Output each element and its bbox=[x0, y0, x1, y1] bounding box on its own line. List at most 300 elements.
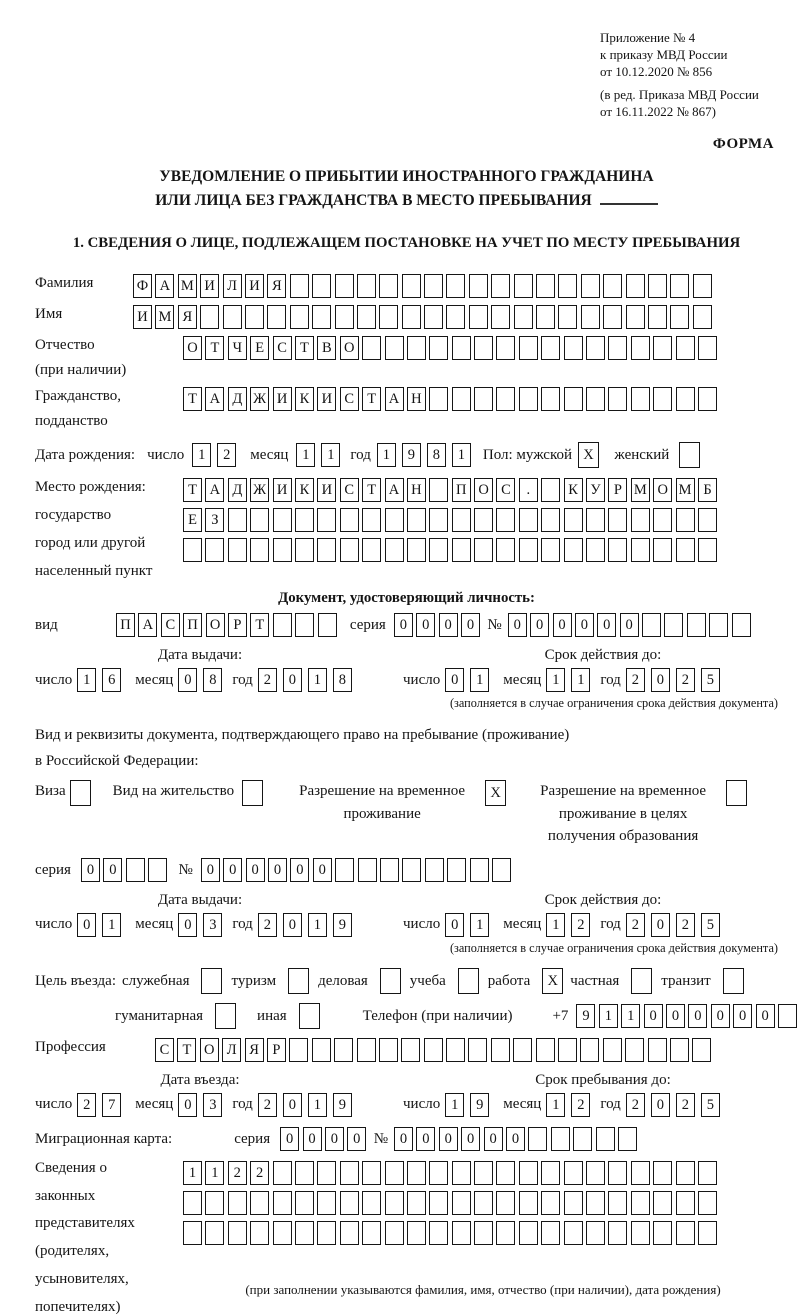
char-cell[interactable]: Я bbox=[178, 305, 197, 329]
char-cell[interactable]: 0 bbox=[325, 1127, 344, 1151]
char-cell[interactable] bbox=[558, 274, 577, 298]
char-cell[interactable]: 0 bbox=[445, 668, 464, 692]
char-cell[interactable] bbox=[564, 1191, 583, 1215]
char-cell[interactable]: Ж bbox=[250, 387, 269, 411]
char-cell[interactable] bbox=[407, 1191, 426, 1215]
char-cell[interactable] bbox=[586, 387, 605, 411]
char-cell[interactable]: 0 bbox=[394, 1127, 413, 1151]
char-cell[interactable] bbox=[183, 1191, 202, 1215]
char-cell[interactable]: К bbox=[295, 478, 314, 502]
char-cell[interactable] bbox=[312, 274, 331, 298]
char-cell[interactable]: Т bbox=[177, 1038, 196, 1062]
char-cell[interactable]: О bbox=[340, 336, 359, 360]
char-cell[interactable]: Н bbox=[407, 387, 426, 411]
char-cell[interactable] bbox=[335, 305, 354, 329]
char-cell[interactable]: 0 bbox=[620, 613, 639, 637]
char-cell[interactable] bbox=[357, 274, 376, 298]
visa-checkbox[interactable] bbox=[70, 780, 91, 806]
char-cell[interactable]: 9 bbox=[333, 1093, 352, 1117]
char-cell[interactable] bbox=[519, 1191, 538, 1215]
char-cell[interactable]: М bbox=[178, 274, 197, 298]
char-cell[interactable]: 3 bbox=[203, 1093, 222, 1117]
char-cell[interactable]: 0 bbox=[651, 913, 670, 937]
char-cell[interactable] bbox=[474, 387, 493, 411]
char-cell[interactable]: 2 bbox=[228, 1161, 247, 1185]
char-cell[interactable] bbox=[469, 274, 488, 298]
char-cell[interactable] bbox=[653, 336, 672, 360]
char-cell[interactable]: В bbox=[317, 336, 336, 360]
char-cell[interactable] bbox=[205, 538, 224, 562]
char-cell[interactable]: 0 bbox=[178, 668, 197, 692]
char-cell[interactable]: 1 bbox=[192, 443, 211, 467]
char-cell[interactable] bbox=[273, 1191, 292, 1215]
char-cell[interactable] bbox=[536, 274, 555, 298]
char-cell[interactable] bbox=[536, 1038, 555, 1062]
char-cell[interactable] bbox=[429, 1221, 448, 1245]
char-cell[interactable] bbox=[514, 274, 533, 298]
char-cell[interactable] bbox=[676, 1221, 695, 1245]
char-cell[interactable]: 0 bbox=[597, 613, 616, 637]
char-cell[interactable]: 2 bbox=[258, 1093, 277, 1117]
char-cell[interactable] bbox=[698, 1221, 717, 1245]
transit-checkbox[interactable] bbox=[723, 968, 744, 994]
char-cell[interactable] bbox=[564, 1161, 583, 1185]
char-cell[interactable]: 1 bbox=[321, 443, 340, 467]
char-cell[interactable] bbox=[318, 613, 337, 637]
char-cell[interactable] bbox=[474, 1221, 493, 1245]
char-cell[interactable]: А bbox=[385, 387, 404, 411]
char-cell[interactable]: Л bbox=[222, 1038, 241, 1062]
char-cell[interactable]: П bbox=[116, 613, 135, 637]
char-cell[interactable]: Ч bbox=[228, 336, 247, 360]
char-cell[interactable] bbox=[653, 1161, 672, 1185]
char-cell[interactable] bbox=[541, 508, 560, 532]
char-cell[interactable] bbox=[608, 1161, 627, 1185]
char-cell[interactable] bbox=[424, 274, 443, 298]
char-cell[interactable] bbox=[676, 508, 695, 532]
char-cell[interactable]: Т bbox=[362, 478, 381, 502]
char-cell[interactable]: 0 bbox=[283, 913, 302, 937]
char-cell[interactable]: 0 bbox=[506, 1127, 525, 1151]
char-cell[interactable]: 0 bbox=[283, 1093, 302, 1117]
char-cell[interactable] bbox=[586, 1161, 605, 1185]
char-cell[interactable]: К bbox=[295, 387, 314, 411]
char-cell[interactable] bbox=[474, 1161, 493, 1185]
char-cell[interactable] bbox=[295, 538, 314, 562]
char-cell[interactable] bbox=[564, 336, 583, 360]
char-cell[interactable] bbox=[564, 1221, 583, 1245]
humanitarian-checkbox[interactable] bbox=[215, 1003, 236, 1029]
char-cell[interactable]: 2 bbox=[258, 668, 277, 692]
char-cell[interactable] bbox=[653, 538, 672, 562]
char-cell[interactable]: И bbox=[200, 274, 219, 298]
char-cell[interactable] bbox=[469, 305, 488, 329]
char-cell[interactable]: 0 bbox=[666, 1004, 685, 1028]
char-cell[interactable] bbox=[250, 1221, 269, 1245]
char-cell[interactable]: 0 bbox=[530, 613, 549, 637]
char-cell[interactable] bbox=[564, 387, 583, 411]
char-cell[interactable]: У bbox=[586, 478, 605, 502]
char-cell[interactable] bbox=[631, 1191, 650, 1215]
char-cell[interactable] bbox=[551, 1127, 570, 1151]
char-cell[interactable]: О bbox=[206, 613, 225, 637]
char-cell[interactable]: С bbox=[273, 336, 292, 360]
char-cell[interactable] bbox=[698, 336, 717, 360]
char-cell[interactable]: Т bbox=[183, 387, 202, 411]
char-cell[interactable] bbox=[603, 1038, 622, 1062]
char-cell[interactable] bbox=[687, 613, 706, 637]
char-cell[interactable] bbox=[519, 538, 538, 562]
char-cell[interactable]: 2 bbox=[676, 668, 695, 692]
char-cell[interactable] bbox=[429, 478, 448, 502]
char-cell[interactable] bbox=[126, 858, 145, 882]
char-cell[interactable]: 5 bbox=[701, 1093, 720, 1117]
char-cell[interactable] bbox=[267, 305, 286, 329]
char-cell[interactable] bbox=[429, 387, 448, 411]
char-cell[interactable] bbox=[228, 508, 247, 532]
char-cell[interactable] bbox=[402, 274, 421, 298]
char-cell[interactable]: П bbox=[183, 613, 202, 637]
char-cell[interactable]: 6 bbox=[102, 668, 121, 692]
char-cell[interactable] bbox=[273, 1161, 292, 1185]
char-cell[interactable]: 0 bbox=[347, 1127, 366, 1151]
char-cell[interactable]: 0 bbox=[651, 1093, 670, 1117]
char-cell[interactable] bbox=[429, 538, 448, 562]
char-cell[interactable] bbox=[385, 1221, 404, 1245]
char-cell[interactable] bbox=[452, 1161, 471, 1185]
char-cell[interactable] bbox=[446, 305, 465, 329]
char-cell[interactable]: 0 bbox=[484, 1127, 503, 1151]
sex-female-checkbox[interactable] bbox=[679, 442, 700, 468]
char-cell[interactable]: 1 bbox=[308, 913, 327, 937]
char-cell[interactable]: 2 bbox=[626, 913, 645, 937]
char-cell[interactable]: К bbox=[564, 478, 583, 502]
char-cell[interactable] bbox=[698, 538, 717, 562]
char-cell[interactable] bbox=[626, 305, 645, 329]
char-cell[interactable] bbox=[581, 305, 600, 329]
temporary-residence-checkbox[interactable]: X bbox=[485, 780, 506, 806]
char-cell[interactable]: 2 bbox=[77, 1093, 96, 1117]
char-cell[interactable] bbox=[148, 858, 167, 882]
char-cell[interactable] bbox=[250, 508, 269, 532]
char-cell[interactable]: 7 bbox=[102, 1093, 121, 1117]
char-cell[interactable] bbox=[362, 538, 381, 562]
char-cell[interactable] bbox=[385, 336, 404, 360]
char-cell[interactable] bbox=[528, 1127, 547, 1151]
char-cell[interactable]: 1 bbox=[377, 443, 396, 467]
char-cell[interactable] bbox=[586, 1191, 605, 1215]
char-cell[interactable]: 0 bbox=[290, 858, 309, 882]
char-cell[interactable]: 0 bbox=[575, 613, 594, 637]
char-cell[interactable]: Т bbox=[183, 478, 202, 502]
business-checkbox[interactable] bbox=[380, 968, 401, 994]
char-cell[interactable]: 1 bbox=[571, 668, 590, 692]
char-cell[interactable]: 1 bbox=[452, 443, 471, 467]
char-cell[interactable] bbox=[312, 1038, 331, 1062]
char-cell[interactable]: 2 bbox=[676, 1093, 695, 1117]
char-cell[interactable] bbox=[631, 387, 650, 411]
char-cell[interactable] bbox=[407, 508, 426, 532]
char-cell[interactable]: . bbox=[519, 478, 538, 502]
char-cell[interactable] bbox=[648, 305, 667, 329]
char-cell[interactable]: 1 bbox=[445, 1093, 464, 1117]
char-cell[interactable] bbox=[470, 858, 489, 882]
char-cell[interactable] bbox=[626, 274, 645, 298]
char-cell[interactable]: 2 bbox=[626, 1093, 645, 1117]
char-cell[interactable] bbox=[335, 858, 354, 882]
char-cell[interactable] bbox=[558, 305, 577, 329]
char-cell[interactable]: 0 bbox=[756, 1004, 775, 1028]
char-cell[interactable]: А bbox=[138, 613, 157, 637]
char-cell[interactable]: 0 bbox=[178, 913, 197, 937]
char-cell[interactable] bbox=[580, 1038, 599, 1062]
char-cell[interactable] bbox=[519, 1221, 538, 1245]
char-cell[interactable] bbox=[407, 336, 426, 360]
char-cell[interactable]: И bbox=[133, 305, 152, 329]
char-cell[interactable] bbox=[596, 1127, 615, 1151]
char-cell[interactable]: 2 bbox=[250, 1161, 269, 1185]
char-cell[interactable] bbox=[676, 336, 695, 360]
char-cell[interactable] bbox=[496, 1191, 515, 1215]
char-cell[interactable] bbox=[519, 1161, 538, 1185]
char-cell[interactable]: П bbox=[452, 478, 471, 502]
char-cell[interactable] bbox=[670, 1038, 689, 1062]
char-cell[interactable] bbox=[357, 1038, 376, 1062]
char-cell[interactable]: 1 bbox=[308, 668, 327, 692]
char-cell[interactable] bbox=[407, 538, 426, 562]
char-cell[interactable] bbox=[519, 508, 538, 532]
char-cell[interactable]: С bbox=[496, 478, 515, 502]
char-cell[interactable] bbox=[228, 1221, 247, 1245]
char-cell[interactable]: С bbox=[161, 613, 180, 637]
char-cell[interactable] bbox=[581, 274, 600, 298]
char-cell[interactable]: 1 bbox=[296, 443, 315, 467]
char-cell[interactable]: И bbox=[317, 478, 336, 502]
char-cell[interactable]: О bbox=[474, 478, 493, 502]
char-cell[interactable]: 0 bbox=[461, 1127, 480, 1151]
char-cell[interactable] bbox=[312, 305, 331, 329]
char-cell[interactable] bbox=[402, 858, 421, 882]
char-cell[interactable]: 1 bbox=[599, 1004, 618, 1028]
char-cell[interactable]: 1 bbox=[546, 668, 565, 692]
char-cell[interactable] bbox=[496, 508, 515, 532]
char-cell[interactable] bbox=[362, 1191, 381, 1215]
char-cell[interactable] bbox=[468, 1038, 487, 1062]
char-cell[interactable] bbox=[223, 305, 242, 329]
char-cell[interactable] bbox=[452, 336, 471, 360]
char-cell[interactable]: 0 bbox=[303, 1127, 322, 1151]
char-cell[interactable] bbox=[676, 1161, 695, 1185]
char-cell[interactable] bbox=[692, 1038, 711, 1062]
char-cell[interactable]: 5 bbox=[701, 668, 720, 692]
char-cell[interactable] bbox=[474, 336, 493, 360]
char-cell[interactable] bbox=[496, 538, 515, 562]
char-cell[interactable] bbox=[379, 1038, 398, 1062]
char-cell[interactable] bbox=[653, 1221, 672, 1245]
char-cell[interactable] bbox=[603, 274, 622, 298]
char-cell[interactable] bbox=[608, 538, 627, 562]
char-cell[interactable] bbox=[379, 305, 398, 329]
char-cell[interactable] bbox=[317, 1191, 336, 1215]
char-cell[interactable] bbox=[631, 1221, 650, 1245]
char-cell[interactable] bbox=[429, 1161, 448, 1185]
char-cell[interactable] bbox=[289, 1038, 308, 1062]
char-cell[interactable]: 9 bbox=[470, 1093, 489, 1117]
char-cell[interactable] bbox=[541, 1161, 560, 1185]
char-cell[interactable] bbox=[631, 508, 650, 532]
char-cell[interactable]: М bbox=[676, 478, 695, 502]
char-cell[interactable] bbox=[452, 387, 471, 411]
char-cell[interactable]: Т bbox=[295, 336, 314, 360]
char-cell[interactable] bbox=[295, 613, 314, 637]
char-cell[interactable]: Е bbox=[183, 508, 202, 532]
char-cell[interactable]: 2 bbox=[626, 668, 645, 692]
char-cell[interactable] bbox=[205, 1221, 224, 1245]
char-cell[interactable]: 2 bbox=[217, 443, 236, 467]
char-cell[interactable] bbox=[541, 336, 560, 360]
char-cell[interactable] bbox=[653, 387, 672, 411]
char-cell[interactable] bbox=[452, 1191, 471, 1215]
char-cell[interactable]: 0 bbox=[103, 858, 122, 882]
char-cell[interactable]: И bbox=[273, 478, 292, 502]
char-cell[interactable] bbox=[273, 613, 292, 637]
char-cell[interactable] bbox=[709, 613, 728, 637]
char-cell[interactable] bbox=[491, 1038, 510, 1062]
char-cell[interactable]: И bbox=[245, 274, 264, 298]
char-cell[interactable]: 0 bbox=[246, 858, 265, 882]
char-cell[interactable] bbox=[358, 858, 377, 882]
char-cell[interactable] bbox=[362, 1161, 381, 1185]
char-cell[interactable]: 0 bbox=[394, 613, 413, 637]
char-cell[interactable]: 0 bbox=[77, 913, 96, 937]
char-cell[interactable] bbox=[625, 1038, 644, 1062]
char-cell[interactable] bbox=[653, 508, 672, 532]
char-cell[interactable] bbox=[698, 1191, 717, 1215]
char-cell[interactable] bbox=[379, 274, 398, 298]
char-cell[interactable] bbox=[698, 387, 717, 411]
char-cell[interactable]: Д bbox=[228, 478, 247, 502]
char-cell[interactable] bbox=[698, 508, 717, 532]
char-cell[interactable]: О bbox=[200, 1038, 219, 1062]
char-cell[interactable]: А bbox=[155, 274, 174, 298]
char-cell[interactable] bbox=[340, 508, 359, 532]
char-cell[interactable]: О bbox=[183, 336, 202, 360]
char-cell[interactable] bbox=[608, 1221, 627, 1245]
char-cell[interactable] bbox=[273, 538, 292, 562]
char-cell[interactable]: И bbox=[317, 387, 336, 411]
char-cell[interactable] bbox=[618, 1127, 637, 1151]
char-cell[interactable]: 0 bbox=[644, 1004, 663, 1028]
char-cell[interactable] bbox=[586, 1221, 605, 1245]
char-cell[interactable] bbox=[183, 1221, 202, 1245]
char-cell[interactable]: Е bbox=[250, 336, 269, 360]
char-cell[interactable] bbox=[245, 305, 264, 329]
char-cell[interactable] bbox=[200, 305, 219, 329]
char-cell[interactable]: И bbox=[273, 387, 292, 411]
char-cell[interactable] bbox=[541, 387, 560, 411]
char-cell[interactable] bbox=[357, 305, 376, 329]
char-cell[interactable]: 0 bbox=[283, 668, 302, 692]
char-cell[interactable] bbox=[385, 1191, 404, 1215]
char-cell[interactable] bbox=[631, 538, 650, 562]
char-cell[interactable]: Т bbox=[362, 387, 381, 411]
char-cell[interactable]: 8 bbox=[427, 443, 446, 467]
char-cell[interactable] bbox=[519, 387, 538, 411]
char-cell[interactable] bbox=[496, 1221, 515, 1245]
char-cell[interactable] bbox=[586, 336, 605, 360]
char-cell[interactable] bbox=[295, 1161, 314, 1185]
char-cell[interactable] bbox=[631, 336, 650, 360]
char-cell[interactable] bbox=[425, 858, 444, 882]
char-cell[interactable] bbox=[631, 1161, 650, 1185]
char-cell[interactable]: С bbox=[340, 387, 359, 411]
char-cell[interactable] bbox=[514, 305, 533, 329]
char-cell[interactable] bbox=[693, 305, 712, 329]
char-cell[interactable]: Л bbox=[223, 274, 242, 298]
char-cell[interactable] bbox=[642, 613, 661, 637]
char-cell[interactable] bbox=[558, 1038, 577, 1062]
char-cell[interactable] bbox=[250, 1191, 269, 1215]
char-cell[interactable]: Ф bbox=[133, 274, 152, 298]
char-cell[interactable] bbox=[491, 305, 510, 329]
char-cell[interactable] bbox=[564, 538, 583, 562]
char-cell[interactable] bbox=[385, 1161, 404, 1185]
char-cell[interactable]: 9 bbox=[333, 913, 352, 937]
char-cell[interactable]: 0 bbox=[416, 613, 435, 637]
char-cell[interactable] bbox=[290, 274, 309, 298]
char-cell[interactable] bbox=[670, 305, 689, 329]
char-cell[interactable] bbox=[317, 538, 336, 562]
char-cell[interactable] bbox=[424, 1038, 443, 1062]
char-cell[interactable] bbox=[335, 274, 354, 298]
char-cell[interactable] bbox=[452, 1221, 471, 1245]
char-cell[interactable]: О bbox=[653, 478, 672, 502]
char-cell[interactable] bbox=[402, 305, 421, 329]
private-checkbox[interactable] bbox=[631, 968, 652, 994]
sex-male-checkbox[interactable]: X bbox=[578, 442, 599, 468]
char-cell[interactable]: М bbox=[155, 305, 174, 329]
char-cell[interactable] bbox=[452, 508, 471, 532]
char-cell[interactable]: 0 bbox=[461, 613, 480, 637]
char-cell[interactable]: 0 bbox=[711, 1004, 730, 1028]
char-cell[interactable]: Ж bbox=[250, 478, 269, 502]
char-cell[interactable] bbox=[250, 538, 269, 562]
char-cell[interactable]: Р bbox=[608, 478, 627, 502]
char-cell[interactable]: Я bbox=[267, 274, 286, 298]
char-cell[interactable] bbox=[317, 1161, 336, 1185]
work-checkbox[interactable]: X bbox=[542, 968, 563, 994]
char-cell[interactable] bbox=[446, 274, 465, 298]
char-cell[interactable] bbox=[362, 508, 381, 532]
char-cell[interactable] bbox=[407, 1221, 426, 1245]
char-cell[interactable]: 1 bbox=[621, 1004, 640, 1028]
char-cell[interactable] bbox=[608, 387, 627, 411]
char-cell[interactable]: 8 bbox=[333, 668, 352, 692]
char-cell[interactable]: З bbox=[205, 508, 224, 532]
char-cell[interactable]: 0 bbox=[416, 1127, 435, 1151]
char-cell[interactable]: 2 bbox=[571, 1093, 590, 1117]
char-cell[interactable] bbox=[424, 305, 443, 329]
char-cell[interactable] bbox=[536, 305, 555, 329]
char-cell[interactable]: М bbox=[631, 478, 650, 502]
char-cell[interactable] bbox=[732, 613, 751, 637]
char-cell[interactable]: А bbox=[385, 478, 404, 502]
char-cell[interactable] bbox=[452, 538, 471, 562]
char-cell[interactable]: 0 bbox=[651, 668, 670, 692]
char-cell[interactable]: 1 bbox=[205, 1161, 224, 1185]
char-cell[interactable] bbox=[564, 508, 583, 532]
char-cell[interactable]: Р bbox=[228, 613, 247, 637]
